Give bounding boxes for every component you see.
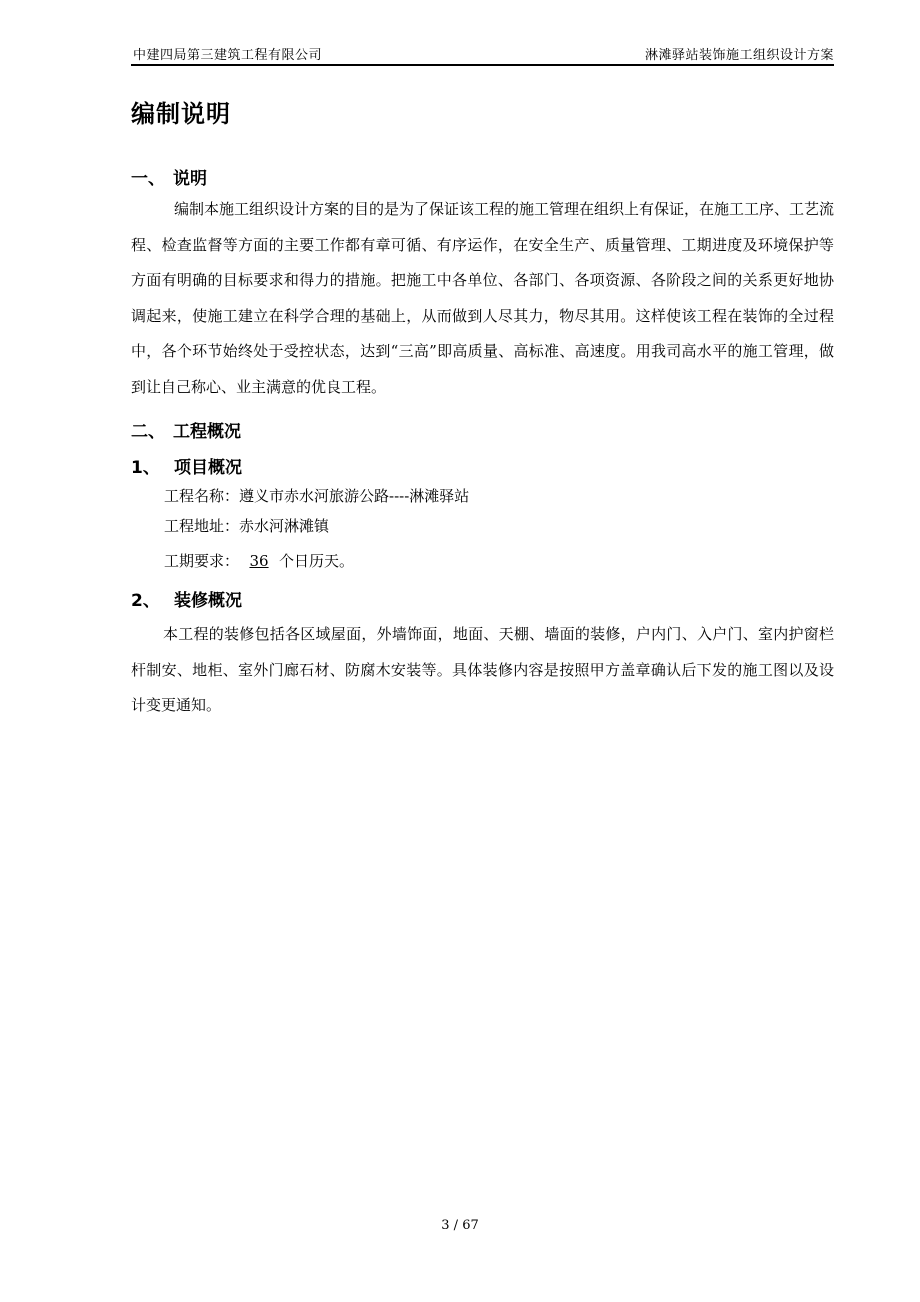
header-rule [131,64,834,66]
section-2-title: 工程概况 [173,422,241,442]
page-header [131,42,834,64]
subsection-2-title: 装修概况 [174,591,242,611]
subsection-2-number: 2、 [131,591,160,611]
project-period-line [164,550,354,571]
subsection-1-number: 1、 [131,458,160,478]
section-2-heading [131,417,241,442]
project-name-value: 遵义市赤水河旅游公路----淋滩驿站 [239,487,470,505]
subsection-2-paragraph: 本工程的装修包括各区域屋面，外墙饰面，地面、天棚、墙面的装修，户内门、入户门、室内护窗栏杆制安、地柜、室外门廊石材、防腐木安装等。具体装修内容是按照甲方盖章确认后下发的施工图以及设计变更通知。 [131,625,834,714]
section-1-heading [131,164,207,189]
project-period-value: 36 [249,552,269,570]
project-address-value: 赤水河淋滩镇 [239,517,330,535]
subsection-2-heading [131,586,242,611]
section-2-number: 二、 [131,422,165,442]
page-number: 3 [441,1218,450,1233]
header-document-title: 淋滩驿站装饰施工组织设计方案 [644,48,834,63]
header-company: 中建四局第三建筑工程有限公司 [133,48,323,63]
project-period-label: 工期要求： [164,552,240,570]
subsection-1-title: 项目概况 [174,458,242,478]
section-1-number: 一、 [131,169,165,189]
project-address-label: 工程地址： [164,517,240,535]
page-total: 67 [462,1218,479,1233]
page-footer [0,1218,920,1233]
subsection-1-heading [131,453,242,478]
section-1-title: 说明 [173,169,207,189]
project-name-label: 工程名称： [164,487,240,505]
project-name-line [164,485,469,506]
project-period-unit: 个日历天。 [279,552,355,570]
page-title: 编制说明 [131,100,231,128]
project-address-line [164,515,329,536]
section-1-paragraph: 编制本施工组织设计方案的目的是为了保证该工程的施工管理在组织上有保证，在施工工序、工艺流程、检查监督等方面的主要工作都有章可循、有序运作，在安全生产、质量管理、工期进度及环境保护等方面有明确的目标要求和得力的措施。把施工中各单位、各部门、各项资源、各阶段之间的关系更好地协调起来，使施工建立在科学合理的基础上，从而做到人尽其力，物尽其用。这样使该工程在装饰的全过程中，各个环节始终处于受控状态，达到“三高”即高质量、高标准、高速度。用我司高水平的施工管理，做到让自己称心、业主满意的优良工程。 [131,200,835,396]
page-separator: / [453,1218,459,1233]
